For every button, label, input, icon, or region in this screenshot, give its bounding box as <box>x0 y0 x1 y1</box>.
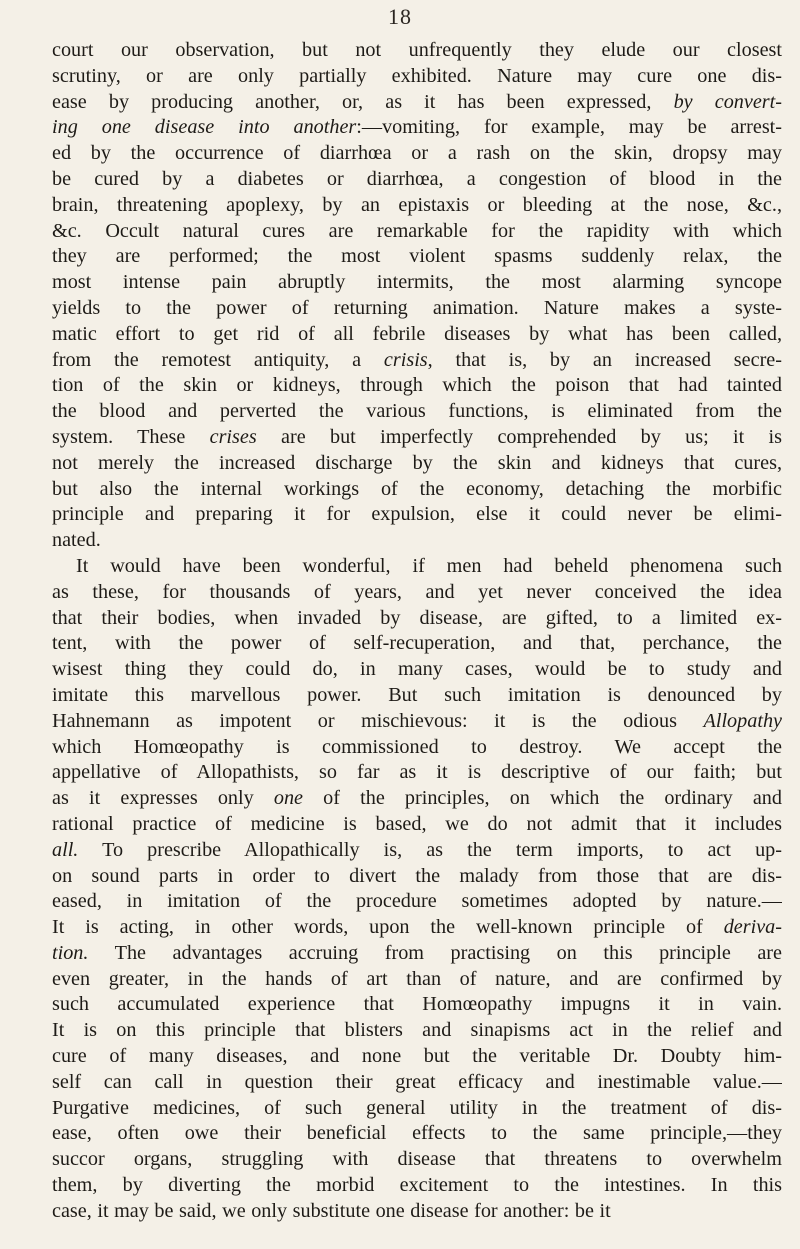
text-line: wisest thing they could do, in many cases, would be to study and <box>52 658 782 681</box>
text-line: self can call in question their great efficacy and inestimable value.— <box>52 1070 782 1093</box>
text-line: rational practice of medicine is based, we do not admit that it includes <box>52 812 782 835</box>
text-line: most intense pain abruptly intermits, the most alarming syncope <box>52 271 782 294</box>
text-line: scrutiny, or are only partially exhibited. Nature may cure one dis- <box>52 64 782 87</box>
text-line: matic effort to get rid of all febrile diseases by what has been called, <box>52 322 782 345</box>
text-line: the blood and perverted the various functions, is eliminated from the <box>52 400 782 423</box>
text-line: they are performed; the most violent spasms suddenly relax, the <box>52 245 782 268</box>
page-number: 18 <box>388 4 412 29</box>
text-line: on sound parts in order to divert the malady from those that are dis- <box>52 864 782 887</box>
text-line: principle and preparing it for expulsion, else it could never be elimi- <box>52 503 782 526</box>
text-line: case, it may be said, we only substitute one disease for another: be it <box>52 1199 611 1222</box>
text-line: cure of many diseases, and none but the veritable Dr. Doubty him- <box>52 1045 782 1068</box>
text-line: Hahnemann as impotent or mischievous: it is the odious Allopathy <box>52 709 782 732</box>
text-line: succor organs, struggling with disease that threatens to overwhelm <box>52 1148 782 1171</box>
text-line: ed by the occurrence of diarrhœa or a rash on the skin, dropsy may <box>52 142 782 165</box>
text-line: appellative of Allopathists, so far as it is descriptive of our faith; but <box>52 761 782 784</box>
text-line: ease by producing another, or, as it has been expressed, by convert- <box>52 90 782 113</box>
text-line: as it expresses only one of the principles, on which the ordinary and <box>52 787 782 810</box>
text-line: ing one disease into another:—vomiting, for example, may be arrest- <box>52 116 782 139</box>
text-line: tion. The advantages accruing from practising on this principle are <box>52 941 782 964</box>
text-line: all. To prescribe Allopathically is, as the term imports, to act up- <box>52 838 782 861</box>
text-line: It would have been wonderful, if men had beheld phenomena such <box>76 554 782 577</box>
text-line: court our observation, but not unfrequently they elude our closest <box>52 39 782 61</box>
text-line: be cured by a diabetes or diarrhœa, a congestion of blood in the <box>52 167 782 190</box>
text-line: imitate this marvellous power. But such imitation is denounced by <box>52 683 782 706</box>
text-line: such accumulated experience that Homœopathy impugns it in vain. <box>52 993 782 1016</box>
body-text <box>52 38 782 1225</box>
text-line: brain, threatening apoplexy, by an epistaxis or bleeding at the nose, &c., <box>52 193 782 216</box>
text-line: them, by diverting the morbid excitement to the intestines. In this <box>52 1174 782 1197</box>
text-line: Purgative medicines, of such general utility in the treatment of dis- <box>52 1096 782 1119</box>
paragraph-1 <box>52 38 782 554</box>
text-line: system. These crises are but imperfectly comprehended by us; it is <box>52 425 782 448</box>
text-line: It is acting, in other words, upon the well-known principle of deriva- <box>52 916 782 939</box>
text-line: yields to the power of returning animation. Nature makes a syste- <box>52 296 782 319</box>
text-line: tent, with the power of self-recuperation, and that, perchance, the <box>52 632 782 655</box>
text-line: as these, for thousands of years, and yet never conceived the idea <box>52 580 782 603</box>
text-line: eased, in imitation of the procedure sometimes adopted by nature.— <box>52 890 782 913</box>
text-line: that their bodies, when invaded by disease, are gifted, to a limited ex- <box>52 606 782 629</box>
text-line: &c. Occult natural cures are remarkable for the rapidity with which <box>52 219 782 242</box>
text-line: but also the internal workings of the economy, detaching the morbific <box>52 477 782 500</box>
text-line: from the remotest antiquity, a crisis, that is, by an increased secre- <box>52 348 782 371</box>
text-line: not merely the increased discharge by the skin and kidneys that cures, <box>52 451 782 474</box>
text-line: nated. <box>52 529 101 552</box>
text-line: tion of the skin or kidneys, through which the poison that had tainted <box>52 374 782 397</box>
paragraph-2 <box>52 554 782 1225</box>
text-line: which Homœopathy is commissioned to destroy. We accept the <box>52 735 782 758</box>
text-line: even greater, in the hands of art than of nature, and are confirmed by <box>52 967 782 990</box>
text-line: ease, often owe their beneficial effects to the same principle,—they <box>52 1122 782 1145</box>
text-line: It is on this principle that blisters and sinapisms act in the relief and <box>52 1019 782 1042</box>
